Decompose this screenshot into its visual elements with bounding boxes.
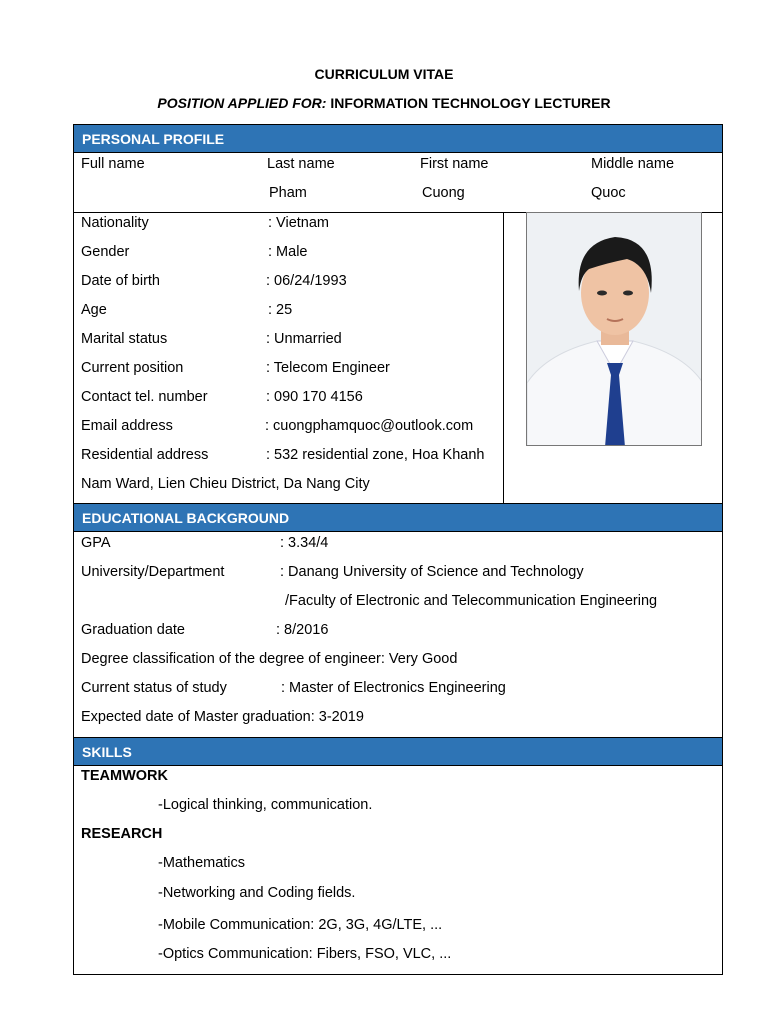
field-value-dob: : 06/24/1993 [266, 273, 347, 289]
faculty-value: /Faculty of Electronic and Telecommunication Engineering [285, 593, 658, 609]
name-header-last: Last name [267, 156, 335, 172]
research-title: RESEARCH [81, 826, 163, 842]
name-header-first: First name [420, 156, 489, 172]
expected-graduation: Expected date of Master graduation: 3-2019 [81, 709, 364, 725]
teamwork-title: TEAMWORK [81, 768, 168, 784]
field-label-gender: Gender [81, 244, 130, 260]
study-status-label: Current status of study [81, 680, 227, 696]
study-status-value: : Master of Electronics Engineering [281, 680, 506, 696]
university-label: University/Department [81, 564, 225, 580]
field-label-nationality: Nationality [81, 215, 149, 231]
university-value: : Danang University of Science and Technology [280, 564, 584, 580]
field-label-position: Current position [81, 360, 184, 376]
field-label-dob: Date of birth [81, 273, 160, 289]
position-label: POSITION APPLIED FOR: [157, 95, 327, 111]
field-label-phone: Contact tel. number [81, 389, 208, 405]
first-name-value: Cuong [422, 185, 465, 201]
graduation-label: Graduation date [81, 622, 185, 638]
field-value-marital: : Unmarried [266, 331, 342, 347]
cv-title: CURRICULUM VITAE [314, 66, 454, 82]
middle-name-value: Quoc [591, 185, 626, 201]
position-applied [0, 95, 768, 111]
field-label-marital: Marital status [81, 331, 168, 347]
profile-photo [526, 212, 702, 446]
research-item: -Mathematics [158, 855, 246, 871]
name-header-full: Full name [81, 156, 145, 172]
field-value-age: : 25 [268, 302, 293, 318]
research-item: -Mobile Communication: 2G, 3G, 4G/LTE, ... [158, 917, 443, 933]
research-item: -Optics Communication: Fibers, FSO, VLC, ... [158, 946, 452, 962]
position-value: INFORMATION TECHNOLOGY LECTURER [326, 95, 611, 111]
personal-profile-header: PERSONAL PROFILE [73, 124, 723, 153]
skills-header: SKILLS [73, 737, 723, 766]
last-name-value: Pham [269, 185, 307, 201]
field-label-age: Age [81, 302, 107, 318]
field-value-address: : 532 residential zone, Hoa Khanh [266, 447, 485, 463]
gpa-value: : 3.34/4 [280, 535, 329, 551]
field-value-phone: : 090 170 4156 [266, 389, 363, 405]
field-label-address: Residential address [81, 447, 209, 463]
research-item: -Networking and Coding fields. [158, 885, 356, 901]
degree-classification: Degree classification of the degree of engineer: Very Good [81, 651, 458, 667]
photo-column-divider [503, 212, 504, 503]
field-value-position: : Telecom Engineer [266, 360, 390, 376]
field-value-nationality: : Vietnam [268, 215, 329, 231]
name-header-middle: Middle name [591, 156, 675, 172]
portrait-illustration [527, 213, 702, 446]
gpa-label: GPA [81, 535, 111, 551]
field-address-continued: Nam Ward, Lien Chieu District, Da Nang City [81, 476, 370, 492]
graduation-value: : 8/2016 [276, 622, 329, 638]
field-label-email: Email address [81, 418, 173, 434]
field-value-email: : cuongphamquoc@outlook.com [265, 418, 474, 434]
teamwork-item: -Logical thinking, communication. [158, 797, 373, 813]
field-value-gender: : Male [268, 244, 308, 260]
education-header: EDUCATIONAL BACKGROUND [73, 503, 723, 532]
